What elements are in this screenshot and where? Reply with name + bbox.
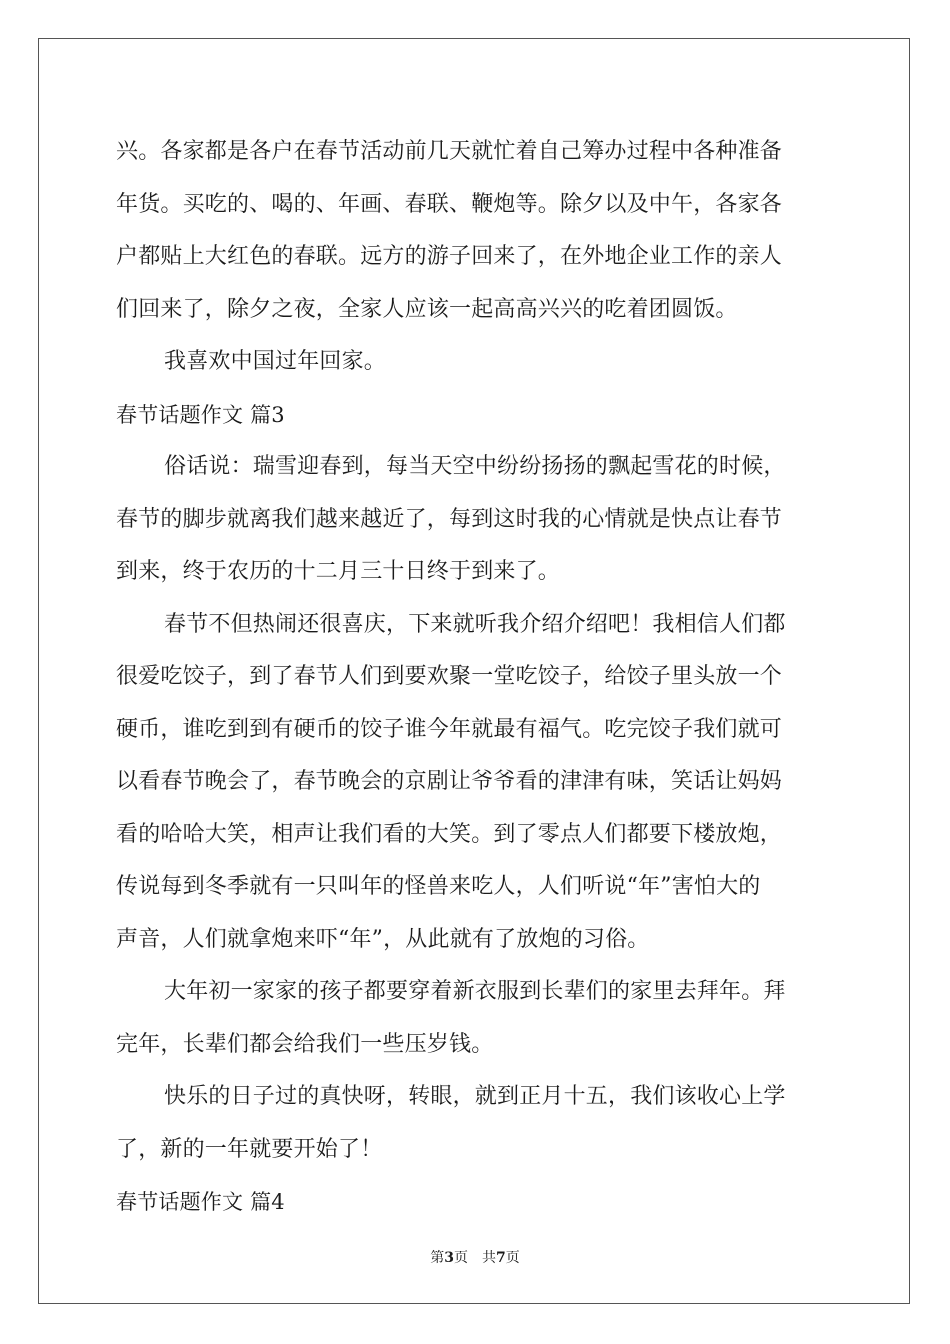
footer-total-pages: 7 bbox=[496, 1250, 506, 1266]
paragraph-line: 快乐的日子过的真快呀，转眼，就到正月十五，我们该收心上学 bbox=[164, 1084, 786, 1109]
footer-page-number: 3 bbox=[444, 1250, 454, 1266]
paragraph-line: 了，新的一年就要开始了！ bbox=[116, 1136, 383, 1162]
paragraph-line: 很爱吃饺子，到了春节人们到要欢聚一堂吃饺子，给饺子里头放一个 bbox=[116, 664, 783, 689]
paragraph-line: 户都贴上大红色的春联。远方的游子回来了，在外地企业工作的亲人 bbox=[116, 244, 783, 269]
paragraph-line: 到来，终于农历的十二月三十日终于到来了。 bbox=[116, 559, 561, 584]
page-footer bbox=[0, 1247, 950, 1267]
paragraph-line: 硬币，谁吃到到有硬币的饺子谁今年就最有福气。吃完饺子我们就可 bbox=[116, 716, 783, 742]
section-heading: 春节话题作文 篇3 bbox=[116, 402, 285, 427]
paragraph-line: 俗话说：瑞雪迎春到，每当天空中纷纷扬扬的飘起雪花的时候， bbox=[164, 454, 786, 479]
footer-page-suffix: 页 bbox=[454, 1250, 468, 1266]
paragraph-line: 完年，长辈们都会给我们一些压岁钱。 bbox=[116, 1031, 494, 1057]
paragraph-line: 我喜欢中国过年回家。 bbox=[164, 349, 387, 374]
paragraph-line: 春节不但热闹还很喜庆，下来就听我介绍介绍吧！我相信人们都 bbox=[164, 611, 786, 637]
document-body bbox=[116, 126, 836, 1229]
footer-page-prefix: 第 bbox=[430, 1250, 445, 1266]
paragraph-line: 兴。各家都是各户在春节活动前几天就忙着自己筹办过程中各种准备 bbox=[116, 139, 783, 164]
paragraph-line: 传说每到冬季就有一只叫年的怪兽来吃人，人们听说“年”害怕大的 bbox=[116, 874, 761, 899]
paragraph-line: 声音，人们就拿炮来吓“年”，从此就有了放炮的习俗。 bbox=[116, 926, 650, 952]
paragraph-line: 大年初一家家的孩子都要穿着新衣服到长辈们的家里去拜年。拜 bbox=[164, 979, 786, 1004]
footer-total-suffix: 页 bbox=[505, 1250, 520, 1266]
section-heading: 春节话题作文 篇4 bbox=[116, 1190, 285, 1214]
paragraph-line: 以看春节晚会了，春节晚会的京剧让爷爷看的津津有味，笑话让妈妈 bbox=[116, 769, 783, 794]
paragraph-line: 春节的脚步就离我们越来越近了，每到这时我的心情就是快点让春节 bbox=[116, 506, 783, 532]
footer-total-prefix: 共 bbox=[482, 1250, 496, 1266]
paragraph-line: 们回来了，除夕之夜，全家人应该一起高高兴兴的吃着团圆饭。 bbox=[116, 296, 738, 322]
paragraph-line: 看的哈哈大笑，相声让我们看的大笑。到了零点人们都要下楼放炮， bbox=[116, 821, 783, 847]
paragraph-line: 年货。买吃的、喝的、年画、春联、鞭炮等。除夕以及中午，各家各 bbox=[116, 191, 783, 217]
